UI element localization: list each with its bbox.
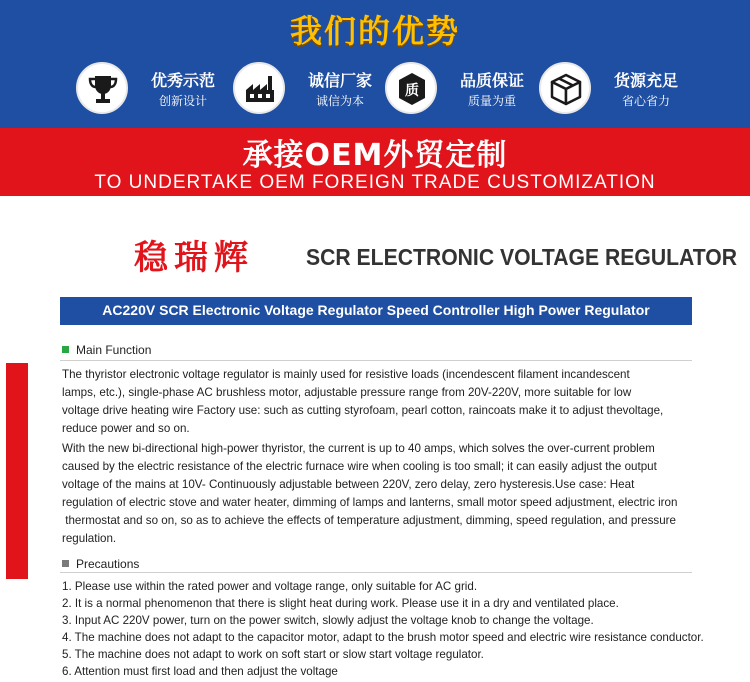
feature-subtitle: 省心省力 <box>621 94 670 108</box>
main-function-heading <box>62 343 151 357</box>
main-function-line: With the new bi-directional high-power thyristor, the current is up to 40 amps, which solves the over-current problem <box>62 442 655 455</box>
main-function-line: thermostat and so on, so as to achieve the effects of temperature adjustment, dimming, speed regulation, and pressure <box>62 514 676 527</box>
precaution-item: 3. Input AC 220V power, turn on the power switch, slowly adjust the voltage knob to change the voltage. <box>62 614 594 627</box>
bullet-square-icon <box>62 346 69 353</box>
main-function-line: regulation. <box>62 532 117 545</box>
precautions-heading <box>62 557 139 571</box>
brand-tagline: SCR ELECTRONIC VOLTAGE REGULATOR <box>306 244 738 270</box>
feature-subtitle: 诚信为本 <box>315 94 364 108</box>
precaution-item: 1. Please use within the rated power and voltage range, only suitable for AC grid. <box>62 580 478 593</box>
precautions-label: Precautions <box>76 557 140 571</box>
precaution-item: 4. The machine does not adapt to the capacitor motor, adapt to the brush motor speed and electric wire resistance conductor. <box>62 631 704 644</box>
feature-title: 品质保证 <box>459 71 524 90</box>
precaution-item: 6. Attention must first load and then adjust the voltage <box>62 665 338 678</box>
section-divider <box>60 360 692 361</box>
product-title: AC220V SCR Electronic Voltage Regulator Speed Controller High Power Regulator <box>102 302 650 318</box>
feature-subtitle: 创新设计 <box>158 94 207 108</box>
main-function-line: lamps, etc.), single-phase AC brushless motor, adjustable pressure range from 20V-220V, more suitable for low <box>62 386 632 399</box>
feature-title: 优秀示范 <box>150 71 215 90</box>
main-function-line: The thyristor electronic voltage regulator is mainly used for resistive loads (incendescent filament incandescent <box>62 368 630 381</box>
bullet-square-icon <box>62 560 69 567</box>
trophy-icon <box>76 62 128 114</box>
box-icon <box>539 62 591 114</box>
quality-badge-text: 质 <box>405 83 419 99</box>
brand-name: 稳瑞辉 <box>134 238 254 278</box>
feature-title: 货源充足 <box>613 71 678 90</box>
main-function-line: voltage of the mains at 10V- Continuously adjustable between 220V, zero delay, zero hysteresis.Use case: Heat <box>62 478 635 491</box>
precaution-item: 2. It is a normal phenomenon that there is slight heat during work. Please use it in a dry and ventilated place. <box>62 597 619 610</box>
main-function-line: voltage drive heating wire Factory use: such as cutting styrofoam, pearl cotton, raincoats make it to adjust thevoltage, <box>62 404 664 417</box>
advantages-title: 我们的优势 <box>289 12 460 50</box>
oem-subtitle: TO UNDERTAKE OEM FOREIGN TRADE CUSTOMIZATION <box>94 172 656 193</box>
section-divider <box>60 572 692 573</box>
precaution-item: 5. The machine does not adapt to work on soft start or slow start voltage regulator. <box>62 648 484 661</box>
quality-icon <box>385 62 437 114</box>
main-function-line: reduce power and so on. <box>62 422 190 435</box>
oem-title: 承接OEM外贸定制 <box>242 138 508 173</box>
feature-title: 诚信厂家 <box>307 71 372 90</box>
feature-subtitle: 质量为重 <box>467 94 516 108</box>
main-function-line: regulation of electric stove and water heater, dimming of lamps and lanterns, small motor speed adjustment, electric iron <box>62 496 678 509</box>
factory-icon <box>233 62 285 114</box>
side-accent-bar <box>6 363 28 579</box>
main-function-label: Main Function <box>76 343 152 357</box>
main-function-line: caused by the electric resistance of the electric furnace wire when cooling is too small; it can easily adjust the output <box>62 460 657 473</box>
